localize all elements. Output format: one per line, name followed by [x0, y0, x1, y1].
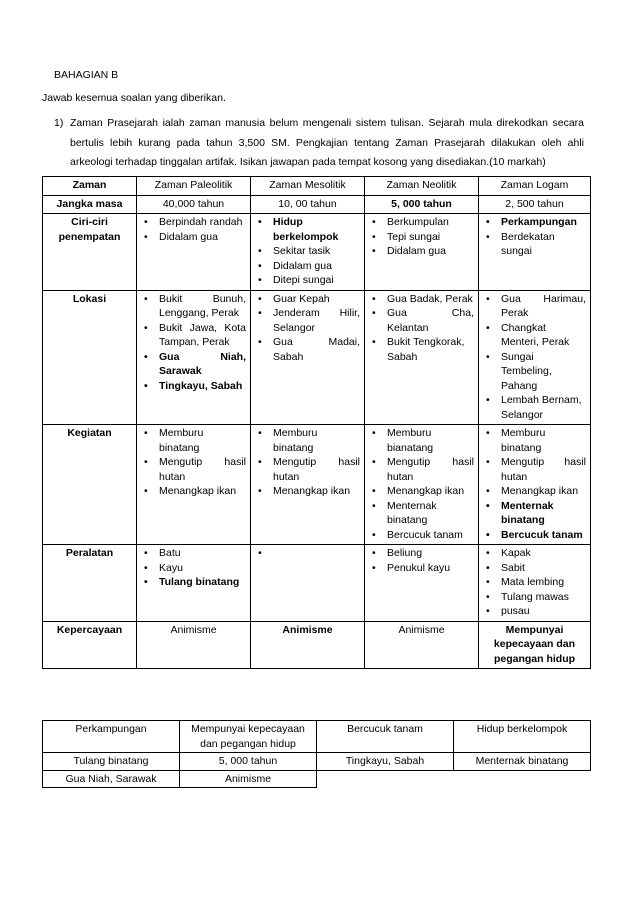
lokasi-neolitik-cell — [365, 290, 479, 425]
kepercayaan-neolitik: Animisme — [365, 621, 479, 669]
list-item-answer: • Bercucuk tanam — [483, 528, 586, 543]
list-item: • Bercucuk tanam — [369, 528, 474, 543]
answer-row — [43, 721, 591, 753]
header-cell-mesolitik: Zaman Mesolitik — [251, 177, 365, 196]
header-row — [43, 177, 591, 196]
answer-cell: Menternak binatang — [454, 753, 591, 771]
list-item: • Bukit Bunuh, Lenggang, Perak — [141, 292, 246, 321]
list-item-answer: • Hidup berkelompok — [255, 215, 360, 244]
list-item: • Berdekatan sungai — [483, 230, 586, 259]
question-text: Zaman Prasejarah ialah zaman manusia belum mengenali sistem tulisan. Sejarah mula direkodkan secara bertulis lebih kurang pada tahun 3,500 SM. Pengkajian tentang Zaman Prasejarah dilakukan oleh ahli arkeologi terhadap tinggalan artifak. Isikan jawapan pada tempat kosong yang disediakan.(10 markah) — [70, 117, 584, 168]
row-label-ciri-penempatan: Ciri-ciri penempatan — [43, 214, 137, 291]
list-item: • Jenderam Hilir, Selangor — [255, 306, 360, 335]
peralatan-neolitik-cell — [365, 545, 479, 622]
list-item: • Bukit Jawa, Kota Tampan, Perak — [141, 321, 246, 350]
kepercayaan-row — [43, 621, 591, 669]
list-item: • Sungai Tembeling, Pahang — [483, 350, 586, 394]
list-item: • Bukit Tengkorak, Sabah — [369, 335, 474, 364]
row-label-peralatan: Peralatan — [43, 545, 137, 622]
peralatan-row — [43, 545, 591, 622]
list-item: • Mata lembing — [483, 575, 586, 590]
header-cell-logam: Zaman Logam — [479, 177, 591, 196]
list-item-answer: • Perkampungan — [483, 215, 586, 230]
empty-cell — [317, 770, 454, 788]
ciri-paleolitik-cell — [137, 214, 251, 291]
peralatan-mesolitik-cell — [251, 545, 365, 622]
list-item: • Kayu — [141, 561, 246, 576]
list-item: • Kapak — [483, 546, 586, 561]
list-item: • Didalam gua — [255, 259, 360, 274]
answer-cell: Tingkayu, Sabah — [317, 753, 454, 771]
ciri-penempatan-row — [43, 214, 591, 291]
lokasi-paleolitik-cell — [137, 290, 251, 425]
list-item: • Didalam gua — [369, 244, 474, 259]
header-cell-paleolitik: Zaman Paleolitik — [137, 177, 251, 196]
list-item: • Berpindah randah — [141, 215, 246, 230]
kegiatan-logam-cell — [479, 425, 591, 545]
section-heading: BAHAGIAN B — [54, 69, 119, 81]
kegiatan-paleolitik-cell — [137, 425, 251, 545]
list-item: • Menangkap ikan — [141, 484, 246, 499]
list-item: • Lembah Bernam, Selangor — [483, 393, 586, 422]
answer-cell: Animisme — [180, 770, 317, 788]
answer-cell: Bercucuk tanam — [317, 721, 454, 753]
list-item: • pusau — [483, 604, 586, 619]
list-item: • Memburu binatang — [141, 426, 246, 455]
list-item: • Memburu bianatang — [369, 426, 474, 455]
answer-cell: Hidup berkelompok — [454, 721, 591, 753]
list-item: • Batu — [141, 546, 246, 561]
kegiatan-mesolitik-cell — [251, 425, 365, 545]
list-item: • Mengutip hasil hutan — [483, 455, 586, 484]
jangka-paleolitik: 40,000 tahun — [137, 195, 251, 214]
list-item: • Menangkap ikan — [369, 484, 474, 499]
list-item: • Berkumpulan — [369, 215, 474, 230]
answer-cell: Mempunyai kepecayaan dan pegangan hidup — [180, 721, 317, 753]
list-item-answer: • Menternak binatang — [483, 499, 586, 528]
list-item: • Ditepi sungai — [255, 273, 360, 288]
list-item-answer: • Gua Niah, Sarawak — [141, 350, 246, 379]
prehistory-table — [42, 176, 591, 669]
answer-cell: Gua Niah, Sarawak — [43, 770, 180, 788]
ciri-mesolitik-cell — [251, 214, 365, 291]
row-label-kegiatan: Kegiatan — [43, 425, 137, 545]
lokasi-row — [43, 290, 591, 425]
lokasi-logam-cell — [479, 290, 591, 425]
kepercayaan-paleolitik: Animisme — [137, 621, 251, 669]
row-label-lokasi: Lokasi — [43, 290, 137, 425]
jangka-mesolitik: 10, 00 tahun — [251, 195, 365, 214]
list-item: • Menangkap ikan — [255, 484, 360, 499]
row-label-jangka-masa: Jangka masa — [43, 195, 137, 214]
list-item: • Mengutip hasil hutan — [255, 455, 360, 484]
ciri-logam-cell — [479, 214, 591, 291]
list-item: • Memburu binatang — [483, 426, 586, 455]
list-item: • Gua Madai, Sabah — [255, 335, 360, 364]
question-number: 1) — [54, 117, 64, 129]
jangka-logam: 2, 500 tahun — [479, 195, 591, 214]
list-item: • Sekitar tasik — [255, 244, 360, 259]
answer-bank-table — [42, 720, 591, 788]
list-item: • Guar Kepah — [255, 292, 360, 307]
list-item-answer: • Tingkayu, Sabah — [141, 379, 246, 394]
list-item: • Memburu binatang — [255, 426, 360, 455]
list-item: • Sabit — [483, 561, 586, 576]
kegiatan-neolitik-cell — [365, 425, 479, 545]
lokasi-mesolitik-cell — [251, 290, 365, 425]
list-item: • Gua Harimau, Perak — [483, 292, 586, 321]
list-item: • Menangkap ikan — [483, 484, 586, 499]
list-item: • Mengutip hasil hutan — [369, 455, 474, 484]
answer-cell: Tulang binatang — [43, 753, 180, 771]
kepercayaan-mesolitik-answer: Animisme — [251, 621, 365, 669]
list-item: • Menternak binatang — [369, 499, 474, 528]
jangka-masa-row — [43, 195, 591, 214]
list-item: • Gua Badak, Perak — [369, 292, 474, 307]
jangka-neolitik-answer: 5, 000 tahun — [365, 195, 479, 214]
list-item: • Beliung — [369, 546, 474, 561]
list-item: • Gua Cha, Kelantan — [369, 306, 474, 335]
list-item: • Tulang mawas — [483, 590, 586, 605]
header-cell-zaman: Zaman — [43, 177, 137, 196]
answer-cell: 5, 000 tahun — [180, 753, 317, 771]
answer-row — [43, 770, 591, 788]
kepercayaan-logam-answer: Mempunyai kepecayaan dan pegangan hidup — [479, 621, 591, 669]
question-1 — [54, 114, 584, 173]
list-item: • Mengutip hasil hutan — [141, 455, 246, 484]
header-cell-neolitik: Zaman Neolitik — [365, 177, 479, 196]
list-item: • Didalam gua — [141, 230, 246, 245]
instruction-text: Jawab kesemua soalan yang diberikan. — [42, 92, 226, 104]
row-label-kepercayaan: Kepercayaan — [43, 621, 137, 669]
ciri-neolitik-cell — [365, 214, 479, 291]
list-item: • Changkat Menteri, Perak — [483, 321, 586, 350]
kegiatan-row — [43, 425, 591, 545]
list-item: • Tepi sungai — [369, 230, 474, 245]
list-item-answer: • Tulang binatang — [141, 575, 246, 590]
empty-cell — [454, 770, 591, 788]
peralatan-logam-cell — [479, 545, 591, 622]
answer-row — [43, 753, 591, 771]
peralatan-paleolitik-cell — [137, 545, 251, 622]
list-item: • Penukul kayu — [369, 561, 474, 576]
answer-cell: Perkampungan — [43, 721, 180, 753]
